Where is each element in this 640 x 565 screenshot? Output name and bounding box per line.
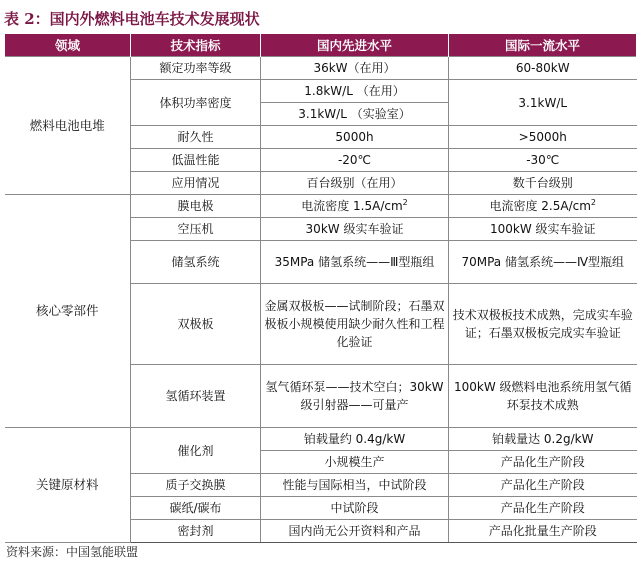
metric-cell: 应用情况 [131,172,261,195]
domestic-cell: 国内尚无公开资料和产品 [261,520,449,543]
header-metric: 技术指标 [131,34,261,57]
domain-stack: 燃料电池电堆 [5,57,131,195]
intl-cell: 产品化生产阶段 [449,497,637,520]
header-domestic: 国内先进水平 [261,34,449,57]
domestic-mea-sup: 2 [402,198,408,207]
domestic-mea-text: 电流密度 1.5A/cm [301,199,403,213]
domestic-cell: 小规模生产 [261,451,449,474]
metric-cell: 氢循环装置 [131,365,261,428]
metric-cell: 膜电极 [131,195,261,218]
table-row [5,195,637,218]
intl-cell: -30℃ [449,149,637,172]
intl-cell: 70MPa 储氢系统——Ⅳ型瓶组 [449,241,637,284]
domain-materials: 关键原材料 [5,428,131,543]
metric-cell: 空压机 [131,218,261,241]
metric-cell: 密封剂 [131,520,261,543]
intl-cell: 产品化批量生产阶段 [449,520,637,543]
domestic-cell: 金属双极板——试制阶段；石墨双极板小规模使用缺少耐久性和工程化验证 [261,284,449,365]
metric-cell: 额定功率等级 [131,57,261,80]
metric-cell: 耐久性 [131,126,261,149]
metric-cell: 碳纸/碳布 [131,497,261,520]
header-row [5,34,637,57]
metric-cell: 体积功率密度 [131,80,261,126]
intl-cell: 100kW 级实车验证 [449,218,637,241]
metric-cell: 质子交换膜 [131,474,261,497]
intl-cell: 3.1kW/L [449,80,637,126]
domestic-cell: 1.8kW/L （在用） [261,80,449,103]
intl-cell: 技术双极板技术成熟，完成实车验证；石墨双极板完成实车验证 [449,284,637,365]
header-domain: 领域 [5,34,131,57]
table-row [5,428,637,451]
intl-cell: 产品化生产阶段 [449,474,637,497]
domestic-cell: 氢气循环泵——技术空白；30kW 级引射器——可量产 [261,365,449,428]
intl-cell: 100kW 级燃料电池系统用氢气循环泵技术成熟 [449,365,637,428]
table-title: 表 2：国内外燃料电池车技术发展现状 [4,10,260,28]
domestic-cell: 36kW（在用） [261,57,449,80]
intl-cell: >5000h [449,126,637,149]
domestic-cell: 性能与国际相当，中试阶段 [261,474,449,497]
metric-cell: 储氢系统 [131,241,261,284]
domestic-cell: 铂载量约 0.4g/kW [261,428,449,451]
table-row [5,57,637,80]
tech-comparison-table [4,34,637,543]
intl-mea-text: 电流密度 2.5A/cm [489,199,591,213]
domain-core: 核心零部件 [5,195,131,428]
intl-cell: 铂载量达 0.2g/kW [449,428,637,451]
intl-cell [449,195,637,218]
domestic-cell: 中试阶段 [261,497,449,520]
metric-cell: 双极板 [131,284,261,365]
domestic-cell: 35MPa 储氢系统——Ⅲ型瓶组 [261,241,449,284]
metric-cell: 低温性能 [131,149,261,172]
intl-mea-sup: 2 [590,198,597,207]
domestic-cell: 3.1kW/L （实验室） [261,103,449,126]
intl-cell: 产品化生产阶段 [449,451,637,474]
source-note: 资料来源：中国氢能联盟 [6,545,139,559]
header-intl: 国际一流水平 [449,34,637,57]
domestic-cell: 5000h [261,126,449,149]
intl-cell: 数千台级别 [449,172,637,195]
domestic-cell: -20℃ [261,149,449,172]
domestic-cell [261,195,449,218]
domestic-cell: 30kW 级实车验证 [261,218,449,241]
domestic-cell: 百台级别（在用） [261,172,449,195]
intl-cell: 60-80kW [449,57,637,80]
metric-cell: 催化剂 [131,428,261,474]
